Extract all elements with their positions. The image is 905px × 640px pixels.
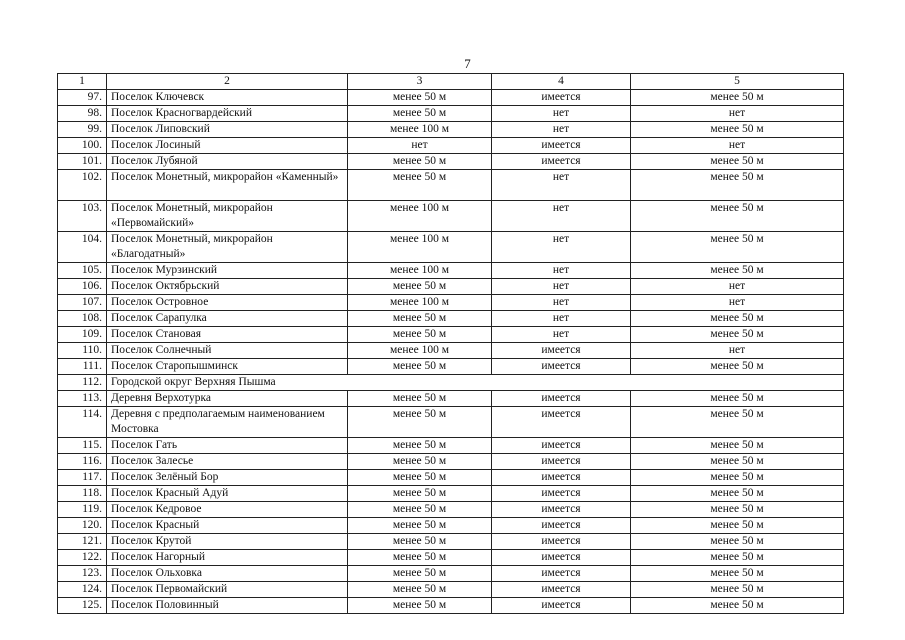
table-row	[58, 170, 844, 201]
column-5-cell: менее 50 м	[631, 263, 844, 279]
column-5-cell: менее 50 м	[631, 518, 844, 534]
column-3-cell: менее 100 м	[348, 232, 492, 263]
column-4-cell: имеется	[492, 359, 631, 375]
column-3-cell: менее 50 м	[348, 391, 492, 407]
settlement-name-cell: Поселок Монетный, микрорайон «Каменный»	[107, 170, 348, 201]
column-3-cell: менее 50 м	[348, 598, 492, 614]
column-4-cell: имеется	[492, 343, 631, 359]
row-number-cell: 109.	[58, 327, 107, 343]
settlement-name-cell: Деревня Верхотурка	[107, 391, 348, 407]
row-number-cell: 100.	[58, 138, 107, 154]
column-3-cell: менее 100 м	[348, 263, 492, 279]
row-number-cell: 123.	[58, 566, 107, 582]
column-5-cell: нет	[631, 343, 844, 359]
column-5-cell: менее 50 м	[631, 582, 844, 598]
settlement-name-cell: Поселок Островное	[107, 295, 348, 311]
column-5-cell: менее 50 м	[631, 201, 844, 232]
column-3-cell: менее 50 м	[348, 170, 492, 201]
column-5-cell: менее 50 м	[631, 391, 844, 407]
row-number-cell: 103.	[58, 201, 107, 232]
column-3-cell: менее 100 м	[348, 201, 492, 232]
table-row	[58, 598, 844, 614]
row-number-cell: 107.	[58, 295, 107, 311]
section-heading-cell: Городской округ Верхняя Пышма	[107, 375, 844, 391]
column-5-cell: нет	[631, 279, 844, 295]
row-number-cell: 106.	[58, 279, 107, 295]
column-5-cell: менее 50 м	[631, 232, 844, 263]
column-3-cell: нет	[348, 138, 492, 154]
row-number-cell: 119.	[58, 502, 107, 518]
table-row	[58, 154, 844, 170]
table-row	[58, 566, 844, 582]
column-5-cell: нет	[631, 295, 844, 311]
row-number-cell: 113.	[58, 391, 107, 407]
settlement-name-cell: Поселок Солнечный	[107, 343, 348, 359]
table-row	[58, 106, 844, 122]
column-5-cell: менее 50 м	[631, 598, 844, 614]
column-3-cell: менее 50 м	[348, 327, 492, 343]
row-number-cell: 98.	[58, 106, 107, 122]
column-5-cell: менее 50 м	[631, 566, 844, 582]
settlement-name-cell: Поселок Ольховка	[107, 566, 348, 582]
column-3-cell: менее 50 м	[348, 534, 492, 550]
settlement-name-cell: Поселок Кедровое	[107, 502, 348, 518]
table-row	[58, 90, 844, 106]
row-number-cell: 125.	[58, 598, 107, 614]
table-row	[58, 263, 844, 279]
row-number-cell: 112.	[58, 375, 107, 391]
column-4-cell: нет	[492, 327, 631, 343]
settlement-name-cell: Поселок Липовский	[107, 122, 348, 138]
settlement-name-cell: Поселок Зелёный Бор	[107, 470, 348, 486]
settlement-name-cell: Поселок Нагорный	[107, 550, 348, 566]
table-row	[58, 518, 844, 534]
column-4-cell: имеется	[492, 454, 631, 470]
table-row	[58, 327, 844, 343]
column-5-cell: менее 50 м	[631, 154, 844, 170]
table-row	[58, 534, 844, 550]
settlement-name-cell: Поселок Лосиный	[107, 138, 348, 154]
row-number-cell: 97.	[58, 90, 107, 106]
column-4-cell: нет	[492, 232, 631, 263]
table-row	[58, 201, 844, 232]
column-5-cell: менее 50 м	[631, 122, 844, 138]
column-4-cell: имеется	[492, 138, 631, 154]
header-row	[58, 74, 844, 90]
column-5-cell: менее 50 м	[631, 327, 844, 343]
row-number-cell: 101.	[58, 154, 107, 170]
column-3-cell: менее 50 м	[348, 438, 492, 454]
row-number-cell: 124.	[58, 582, 107, 598]
column-5-cell: менее 50 м	[631, 470, 844, 486]
column-4-cell: имеется	[492, 598, 631, 614]
table-row	[58, 407, 844, 438]
row-number-cell: 111.	[58, 359, 107, 375]
header-cell: 3	[348, 74, 492, 90]
column-5-cell: менее 50 м	[631, 550, 844, 566]
column-4-cell: имеется	[492, 407, 631, 438]
table-row	[58, 582, 844, 598]
column-4-cell: нет	[492, 279, 631, 295]
column-5-cell: менее 50 м	[631, 170, 844, 201]
column-3-cell: менее 50 м	[348, 106, 492, 122]
column-3-cell: менее 50 м	[348, 518, 492, 534]
column-4-cell: имеется	[492, 582, 631, 598]
column-4-cell: имеется	[492, 391, 631, 407]
column-3-cell: менее 50 м	[348, 311, 492, 327]
settlement-name-cell: Деревня с предполагаемым наименованием Мостовка	[107, 407, 348, 438]
column-5-cell: менее 50 м	[631, 502, 844, 518]
row-number-cell: 121.	[58, 534, 107, 550]
settlement-name-cell: Поселок Октябрьский	[107, 279, 348, 295]
column-4-cell: нет	[492, 106, 631, 122]
column-4-cell: нет	[492, 122, 631, 138]
header-cell: 2	[107, 74, 348, 90]
settlement-name-cell: Поселок Старопышминск	[107, 359, 348, 375]
settlement-name-cell: Поселок Красный Адуй	[107, 486, 348, 502]
page-number: 7	[464, 56, 471, 71]
column-3-cell: менее 50 м	[348, 407, 492, 438]
column-5-cell: менее 50 м	[631, 90, 844, 106]
settlements-table	[57, 73, 844, 614]
column-4-cell: имеется	[492, 470, 631, 486]
row-number-cell: 122.	[58, 550, 107, 566]
row-number-cell: 104.	[58, 232, 107, 263]
column-4-cell: имеется	[492, 518, 631, 534]
column-3-cell: менее 100 м	[348, 295, 492, 311]
column-3-cell: менее 50 м	[348, 90, 492, 106]
column-4-cell: имеется	[492, 486, 631, 502]
column-5-cell: нет	[631, 106, 844, 122]
table-row	[58, 359, 844, 375]
column-3-cell: менее 50 м	[348, 154, 492, 170]
column-4-cell: нет	[492, 311, 631, 327]
column-5-cell: менее 50 м	[631, 438, 844, 454]
column-5-cell: менее 50 м	[631, 407, 844, 438]
header-cell: 1	[58, 74, 107, 90]
column-4-cell: нет	[492, 263, 631, 279]
column-4-cell: имеется	[492, 90, 631, 106]
header-cell: 4	[492, 74, 631, 90]
settlement-name-cell: Поселок Красный	[107, 518, 348, 534]
column-4-cell: имеется	[492, 550, 631, 566]
column-4-cell: имеется	[492, 566, 631, 582]
column-5-cell: менее 50 м	[631, 311, 844, 327]
table-row	[58, 454, 844, 470]
table-row	[58, 343, 844, 359]
column-4-cell: нет	[492, 295, 631, 311]
column-3-cell: менее 50 м	[348, 279, 492, 295]
column-5-cell: нет	[631, 138, 844, 154]
settlement-name-cell: Поселок Становая	[107, 327, 348, 343]
settlement-name-cell: Поселок Монетный, микрорайон «Благодатный»	[107, 232, 348, 263]
column-5-cell: менее 50 м	[631, 454, 844, 470]
row-number-cell: 115.	[58, 438, 107, 454]
table-row	[58, 279, 844, 295]
column-3-cell: менее 50 м	[348, 470, 492, 486]
column-3-cell: менее 50 м	[348, 454, 492, 470]
table-row	[58, 295, 844, 311]
row-number-cell: 120.	[58, 518, 107, 534]
row-number-cell: 117.	[58, 470, 107, 486]
settlement-name-cell: Поселок Сарапулка	[107, 311, 348, 327]
column-4-cell: имеется	[492, 502, 631, 518]
settlement-name-cell: Поселок Гать	[107, 438, 348, 454]
column-3-cell: менее 100 м	[348, 122, 492, 138]
table-row	[58, 438, 844, 454]
table-row	[58, 138, 844, 154]
settlement-name-cell: Поселок Мурзинский	[107, 263, 348, 279]
row-number-cell: 116.	[58, 454, 107, 470]
column-3-cell: менее 50 м	[348, 550, 492, 566]
table-row	[58, 122, 844, 138]
table-row	[58, 470, 844, 486]
settlement-name-cell: Поселок Половинный	[107, 598, 348, 614]
column-3-cell: менее 50 м	[348, 486, 492, 502]
settlement-name-cell: Поселок Монетный, микрорайон «Первомайский»	[107, 201, 348, 232]
column-3-cell: менее 50 м	[348, 566, 492, 582]
row-number-cell: 110.	[58, 343, 107, 359]
row-number-cell: 105.	[58, 263, 107, 279]
column-4-cell: имеется	[492, 438, 631, 454]
column-3-cell: менее 100 м	[348, 343, 492, 359]
row-number-cell: 102.	[58, 170, 107, 201]
column-4-cell: нет	[492, 201, 631, 232]
table-row	[58, 311, 844, 327]
settlement-name-cell: Поселок Лубяной	[107, 154, 348, 170]
table-row	[58, 550, 844, 566]
row-number-cell: 118.	[58, 486, 107, 502]
settlement-name-cell: Поселок Залесье	[107, 454, 348, 470]
table-body	[58, 90, 844, 614]
column-5-cell: менее 50 м	[631, 534, 844, 550]
column-4-cell: имеется	[492, 534, 631, 550]
table-row	[58, 502, 844, 518]
settlement-name-cell: Поселок Крутой	[107, 534, 348, 550]
settlement-name-cell: Поселок Первомайский	[107, 582, 348, 598]
column-3-cell: менее 50 м	[348, 502, 492, 518]
header-cell: 5	[631, 74, 844, 90]
column-4-cell: нет	[492, 170, 631, 201]
column-5-cell: менее 50 м	[631, 359, 844, 375]
table-row	[58, 391, 844, 407]
table-row	[58, 486, 844, 502]
column-3-cell: менее 50 м	[348, 359, 492, 375]
row-number-cell: 99.	[58, 122, 107, 138]
settlement-name-cell: Поселок Красногвардейский	[107, 106, 348, 122]
table-row	[58, 232, 844, 263]
column-3-cell: менее 50 м	[348, 582, 492, 598]
settlement-name-cell: Поселок Ключевск	[107, 90, 348, 106]
row-number-cell: 114.	[58, 407, 107, 438]
row-number-cell: 108.	[58, 311, 107, 327]
column-4-cell: имеется	[492, 154, 631, 170]
table-row	[58, 375, 844, 391]
column-5-cell: менее 50 м	[631, 486, 844, 502]
